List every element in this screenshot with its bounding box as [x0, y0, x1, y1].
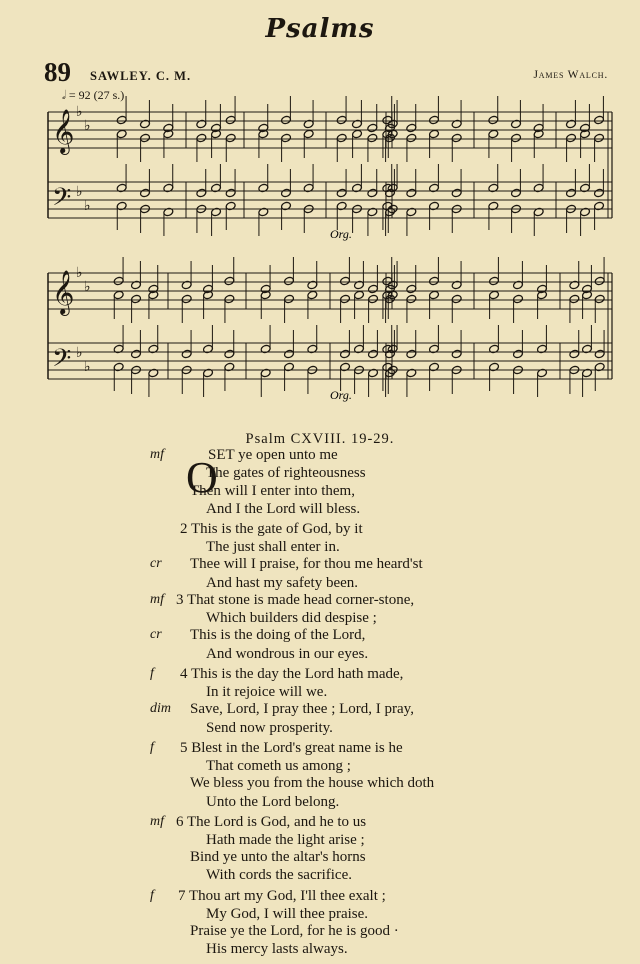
flat-sign: ♭ — [84, 198, 91, 214]
dynamic-mark: f — [150, 887, 154, 903]
note-head — [406, 133, 417, 143]
dynamic-mark: f — [150, 739, 154, 755]
note-head — [340, 349, 351, 359]
note-head — [224, 294, 235, 304]
note-head — [511, 133, 522, 143]
note-head — [429, 290, 440, 300]
note-head — [284, 349, 295, 359]
psalm-line: That cometh us among ; — [206, 758, 351, 775]
psalm-line: 6 The Lord is God, and he to us — [176, 813, 367, 830]
note-head — [489, 290, 500, 300]
psalm-line: Send now prosperity. — [206, 719, 333, 736]
dynamic-mark: mf — [150, 813, 164, 829]
note-head — [569, 349, 580, 359]
note-head — [131, 294, 142, 304]
flat-sign: ♭ — [76, 104, 83, 120]
psalm-line: Unto the Lord belong. — [206, 793, 340, 810]
note-head — [566, 133, 577, 143]
org-label-1: Org. — [330, 227, 352, 241]
note-head — [181, 349, 192, 359]
note-head — [406, 284, 417, 294]
note-head — [594, 115, 605, 125]
psalm-line: And hast my safety been. — [206, 574, 359, 591]
bass-clef: 𝄢 — [52, 183, 72, 218]
note-head — [225, 115, 236, 125]
note-head — [429, 115, 440, 125]
note-head — [340, 294, 351, 304]
note-head — [281, 188, 292, 198]
flat-sign: ♭ — [76, 184, 83, 200]
note-head — [451, 188, 462, 198]
note-head — [116, 115, 127, 125]
note-head — [336, 133, 347, 143]
note-head — [367, 133, 378, 143]
music-score — [0, 0, 640, 420]
psalm-line: Thee will I praise, for thou me heard'st — [190, 556, 423, 573]
note-head — [594, 133, 605, 143]
note-head — [140, 188, 151, 198]
bass-clef: 𝄢 — [52, 344, 72, 379]
note-head — [511, 188, 522, 198]
psalm-line: 3 That stone is made head corner-stone, — [176, 591, 415, 608]
page-header-title: Psalms — [265, 14, 375, 44]
psalm-line: And wondrous in our eyes. — [206, 645, 369, 662]
note-head — [116, 129, 127, 139]
tempo-marking: 𝅗𝅥 = 92 (27 s.) — [62, 88, 125, 102]
drop-cap: O — [186, 453, 218, 502]
note-head — [569, 294, 580, 304]
dynamic-mark: mf — [150, 591, 164, 607]
note-head — [368, 284, 379, 294]
note-head — [566, 188, 577, 198]
dynamic-mark: mf — [150, 447, 164, 462]
psalm-line: Save, Lord, I pray thee ; Lord, I pray, — [190, 701, 414, 718]
hymn-number: 89 — [44, 57, 71, 87]
note-head — [382, 115, 393, 125]
treble-clef: 𝄞 — [52, 270, 75, 314]
note-head — [594, 349, 605, 359]
note-head — [113, 276, 124, 286]
psalm-title: Psalm CXVIII. 19-29. — [245, 431, 395, 447]
note-head — [131, 349, 142, 359]
note-head — [303, 129, 314, 139]
psalm-line: SET ye open unto me — [208, 447, 338, 463]
note-head — [513, 349, 524, 359]
note-head — [488, 129, 499, 139]
note-head — [307, 290, 318, 300]
note-head — [284, 294, 295, 304]
note-head — [336, 115, 347, 125]
note-head — [382, 276, 393, 286]
psalm-line: With cords the sacrifice. — [206, 867, 353, 884]
psalm-line: His mercy lasts always. — [206, 941, 348, 958]
psalm-line: This is the doing of the Lord, — [190, 627, 366, 644]
psalm-line: Praise ye the Lord, for he is good · — [190, 923, 399, 940]
psalm-line: My God, I will thee praise. — [206, 905, 369, 922]
note-head — [368, 294, 379, 304]
note-head — [225, 133, 236, 143]
note-head — [281, 133, 292, 143]
psalm-line: 5 Blest in the Lord's great name is he — [180, 739, 403, 756]
note-head — [406, 294, 417, 304]
psalm-line: And I the Lord will bless. — [206, 500, 361, 517]
composer-name: James Walch. — [533, 69, 608, 81]
note-head — [406, 123, 417, 133]
tune-name: SAWLEY. C. M. — [90, 69, 192, 83]
psalm-line: The gates of righteousness — [206, 465, 366, 482]
psalm-line: 2 This is the gate of God, by it — [180, 520, 363, 537]
note-head — [224, 349, 235, 359]
psalm-line: In it rejoice will we. — [206, 684, 328, 701]
note-head — [196, 188, 207, 198]
note-head — [281, 115, 292, 125]
flat-sign: ♭ — [84, 118, 91, 134]
psalm-line: Bind ye unto the altar's horns — [190, 849, 366, 866]
psalm-line: 4 This is the day the Lord hath made, — [180, 665, 404, 682]
psalm-line: The just shall enter in. — [206, 539, 340, 556]
note-head — [336, 188, 347, 198]
note-head — [368, 349, 379, 359]
dynamic-mark: f — [150, 665, 154, 681]
note-head — [451, 133, 462, 143]
flat-sign: ♭ — [84, 279, 91, 295]
note-head — [354, 290, 365, 300]
note-head — [451, 349, 462, 359]
note-head — [429, 129, 440, 139]
note-head — [406, 349, 417, 359]
note-head — [113, 290, 124, 300]
dynamic-mark: cr — [150, 556, 162, 572]
note-head — [594, 276, 605, 286]
flat-sign: ♭ — [76, 345, 83, 361]
note-head — [594, 294, 605, 304]
note-head — [284, 276, 295, 286]
flat-sign: ♭ — [76, 265, 83, 281]
note-head — [225, 188, 236, 198]
org-label-2: Org. — [330, 388, 352, 402]
psalm-line: We bless you from the house which doth — [190, 775, 435, 792]
psalm-line: Hath made the light arise ; — [206, 831, 365, 848]
note-head — [340, 276, 351, 286]
note-head — [181, 294, 192, 304]
flat-sign: ♭ — [84, 359, 91, 375]
note-head — [451, 294, 462, 304]
psalm-line: 7 Thou art my God, I'll thee exalt ; — [178, 887, 386, 904]
note-head — [489, 276, 500, 286]
note-head — [429, 276, 440, 286]
note-head — [406, 188, 417, 198]
note-head — [224, 276, 235, 286]
psalm-line: Which builders did despise ; — [206, 610, 377, 627]
note-head — [367, 188, 378, 198]
dynamic-mark: cr — [150, 627, 162, 643]
note-head — [594, 188, 605, 198]
note-head — [488, 115, 499, 125]
note-head — [513, 294, 524, 304]
note-head — [352, 129, 363, 139]
treble-clef: 𝄞 — [52, 109, 75, 153]
note-head — [140, 133, 151, 143]
note-head — [196, 133, 207, 143]
dynamic-mark: dim — [150, 701, 171, 717]
psalm-line: Then will I enter into them, — [190, 482, 355, 499]
note-head — [367, 123, 378, 133]
